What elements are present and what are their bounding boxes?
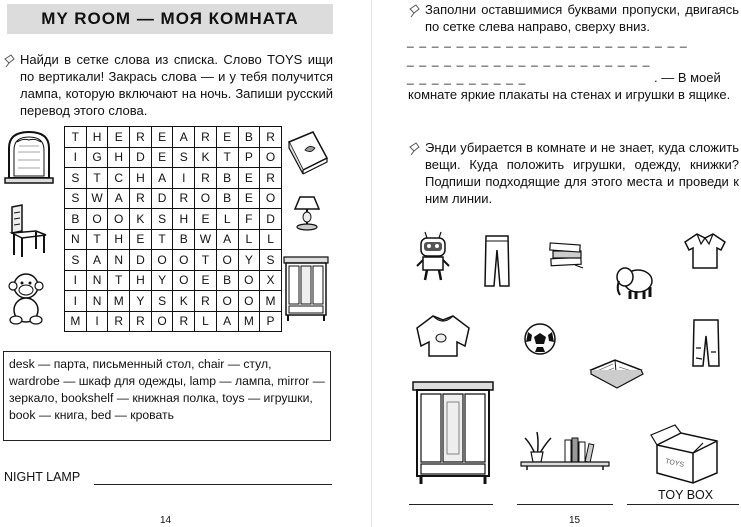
sentence-end: . — В моей [654,70,721,85]
grid-cell[interactable]: D [130,250,152,271]
toy-robot-icon[interactable] [413,230,453,282]
grid-row [65,209,282,230]
word-search-grid[interactable] [64,126,282,332]
grid-cell[interactable]: T [216,147,238,168]
grid-cell[interactable]: I [65,147,87,168]
books-stack-icon[interactable] [547,238,587,270]
grid-cell[interactable]: O [260,147,282,168]
grid-cell[interactable]: A [151,168,173,189]
grid-cell[interactable]: R [130,127,152,148]
football-icon[interactable] [523,322,557,356]
grid-cell[interactable]: E [238,168,260,189]
grid-cell[interactable]: E [151,127,173,148]
lamp-icon [292,193,322,233]
answer-line-toy-box[interactable] [627,504,739,505]
answer-gaps-row-3[interactable]: _ _ _ _ _ _ _ _ _ _ [407,71,527,85]
grid-cell[interactable]: P [238,147,260,168]
grid-row [65,127,282,148]
grid-cell[interactable]: M [260,291,282,312]
answer-gaps-row-2[interactable]: _ _ _ _ _ _ _ _ _ _ _ _ _ _ _ _ _ _ _ _ [407,53,651,67]
grid-cell[interactable]: M [238,311,260,332]
grid-cell[interactable]: E [151,147,173,168]
grid-cell[interactable]: Y [151,270,173,291]
grid-cell[interactable]: B [173,229,195,250]
grid-cell[interactable]: N [65,229,87,250]
grid-cell[interactable]: O [195,188,217,209]
grid-cell[interactable]: M [65,311,87,332]
grid-cell[interactable]: O [173,250,195,271]
grid-cell[interactable]: T [108,270,130,291]
grid-cell[interactable]: C [108,168,130,189]
grid-cell[interactable]: D [260,209,282,230]
fill-gaps-instruction: Заполни оставшимися буквами пропуски, двигаясь по сетке слева направо, сверху вниз. [425,2,739,34]
answer-line-wardrobe[interactable] [409,504,493,505]
sentence-continuation: комнате яркие плакаты на стенах и игрушки в ящике. [408,87,731,102]
grid-cell[interactable]: F [238,209,260,230]
grid-cell[interactable]: S [151,209,173,230]
grid-cell[interactable]: E [195,209,217,230]
answer-gaps-row-1[interactable]: _ _ _ _ _ _ _ _ _ _ _ _ _ _ _ _ _ _ _ _ _ _ _ [407,34,688,48]
grid-row [65,188,282,209]
grid-row [65,168,282,189]
night-lamp-label: NIGHT LAMP [4,470,81,484]
grid-cell[interactable]: L [195,311,217,332]
grid-cell[interactable]: S [151,291,173,312]
page-number: 14 [160,515,172,526]
grid-cell[interactable]: D [151,188,173,209]
grid-cell[interactable]: S [65,168,87,189]
grid-cell[interactable]: R [195,168,217,189]
grid-cell[interactable]: S [260,250,282,271]
grid-cell[interactable]: A [173,127,195,148]
translation-answer-line[interactable] [94,484,332,485]
grid-row [65,291,282,312]
trousers-icon[interactable] [483,234,511,288]
grid-cell[interactable]: B [216,270,238,291]
grid-cell[interactable]: T [86,229,108,250]
grid-cell[interactable]: G [86,147,108,168]
grid-cell[interactable]: R [195,291,217,312]
grid-cell[interactable]: O [238,270,260,291]
grid-cell[interactable]: N [108,250,130,271]
grid-cell[interactable]: O [260,188,282,209]
grid-cell[interactable]: R [130,188,152,209]
grid-row [65,147,282,168]
grid-cell[interactable]: H [108,229,130,250]
pushpin-icon [407,141,423,157]
grid-cell[interactable]: R [260,168,282,189]
svg-text:TOYS: TOYS [664,458,685,469]
bookshelf-icon[interactable] [517,428,613,470]
word-list-box: desk — парта, письменный стол, chair — стул, wardrobe — шкаф для одежды, lamp — лампа, mirror — зеркало, bookshelf — книжная полка, toys — игрушки, book — книга, bed — кровать [3,351,331,441]
grid-cell[interactable]: B [216,188,238,209]
book-icon [285,128,329,176]
grid-cell[interactable]: E [238,188,260,209]
mirror-icon [3,128,55,186]
grid-cell[interactable]: L [216,209,238,230]
grid-cell[interactable]: E [195,270,217,291]
grid-cell[interactable]: N [86,291,108,312]
page-number: 15 [569,515,581,526]
grid-cell[interactable]: L [238,229,260,250]
grid-cell[interactable]: T [86,168,108,189]
grid-cell[interactable]: H [130,168,152,189]
pushpin-icon [2,53,18,69]
grid-row [65,311,282,332]
grid-cell[interactable]: O [151,311,173,332]
toy-monkey-icon [6,270,46,326]
grid-cell[interactable]: O [238,291,260,312]
grid-cell[interactable]: H [173,209,195,230]
grid-cell[interactable]: R [260,127,282,148]
grid-cell[interactable]: X [260,270,282,291]
grid-cell[interactable]: P [260,311,282,332]
jeans-icon[interactable] [691,318,721,368]
grid-cell[interactable]: K [130,209,152,230]
toy-box-icon[interactable] [651,425,723,485]
grid-row [65,229,282,250]
task-instruction: Найди в сетке слова из списка. Слово TOYS ищи по вертикали! Закрась слова — и у тебя получится лампа, которую включают на ночь. Запиши русский перевод этого слова. [20,52,333,118]
grid-cell[interactable]: S [65,250,87,271]
grid-cell[interactable]: R [195,127,217,148]
grid-cell[interactable]: A [216,311,238,332]
wardrobe-icon[interactable] [411,380,495,488]
grid-cell[interactable]: N [86,270,108,291]
grid-cell[interactable]: M [108,291,130,312]
open-book-icon[interactable] [589,350,645,390]
grid-cell[interactable]: B [65,209,87,230]
chair-icon [6,203,50,258]
right-page [375,0,741,527]
grid-cell[interactable]: K [195,147,217,168]
grid-cell[interactable]: L [260,229,282,250]
grid-cell[interactable]: S [173,147,195,168]
sorting-instruction: Энди убирается в комнате и не знает, куда сложить вещи. Куда положить игрушки, одежду, книжки? Подпиши подходящие для этого места и проведи к ним линии. [425,140,739,206]
grid-cell[interactable]: E [108,127,130,148]
grid-cell[interactable]: T [65,127,87,148]
grid-cell[interactable]: H [130,270,152,291]
left-page [0,0,370,527]
grid-cell[interactable]: O [86,209,108,230]
grid-cell[interactable]: O [151,250,173,271]
grid-cell[interactable]: H [86,127,108,148]
grid-cell[interactable]: O [216,250,238,271]
grid-cell[interactable]: B [238,127,260,148]
grid-cell[interactable]: T [151,229,173,250]
shirt-icon[interactable] [683,230,727,272]
grid-cell[interactable]: S [65,188,87,209]
wardrobe-icon [281,255,331,325]
grid-cell[interactable]: A [86,250,108,271]
grid-cell[interactable]: D [130,147,152,168]
grid-cell[interactable]: R [173,188,195,209]
grid-cell[interactable]: K [173,291,195,312]
grid-cell[interactable]: O [108,209,130,230]
grid-cell[interactable]: I [173,168,195,189]
grid-cell[interactable]: R [108,311,130,332]
grid-cell[interactable]: H [108,147,130,168]
sweater-icon[interactable] [413,312,473,358]
grid-cell[interactable]: W [195,229,217,250]
grid-cell[interactable]: E [130,229,152,250]
toy-elephant-icon[interactable] [614,263,656,301]
grid-cell[interactable]: O [216,291,238,312]
grid-cell[interactable]: R [173,311,195,332]
grid-cell[interactable]: W [86,188,108,209]
grid-cell[interactable]: Y [238,250,260,271]
grid-cell[interactable]: A [216,229,238,250]
grid-cell[interactable]: E [216,127,238,148]
grid-cell[interactable]: I [65,270,87,291]
grid-cell[interactable]: O [173,270,195,291]
toy-box-label: TOY BOX [658,488,714,502]
book-spine [371,0,372,527]
answer-line-shelf[interactable] [517,504,613,505]
grid-row [65,270,282,291]
pushpin-icon [407,3,423,19]
grid-cell[interactable]: R [130,311,152,332]
page-title: MY ROOM — МОЯ КОМНАТА [7,4,333,34]
grid-cell[interactable]: I [86,311,108,332]
grid-cell[interactable]: T [195,250,217,271]
grid-cell[interactable]: Y [130,291,152,312]
grid-row [65,250,282,271]
grid-cell[interactable]: B [216,168,238,189]
grid-cell[interactable]: A [108,188,130,209]
grid-cell[interactable]: I [65,291,87,312]
